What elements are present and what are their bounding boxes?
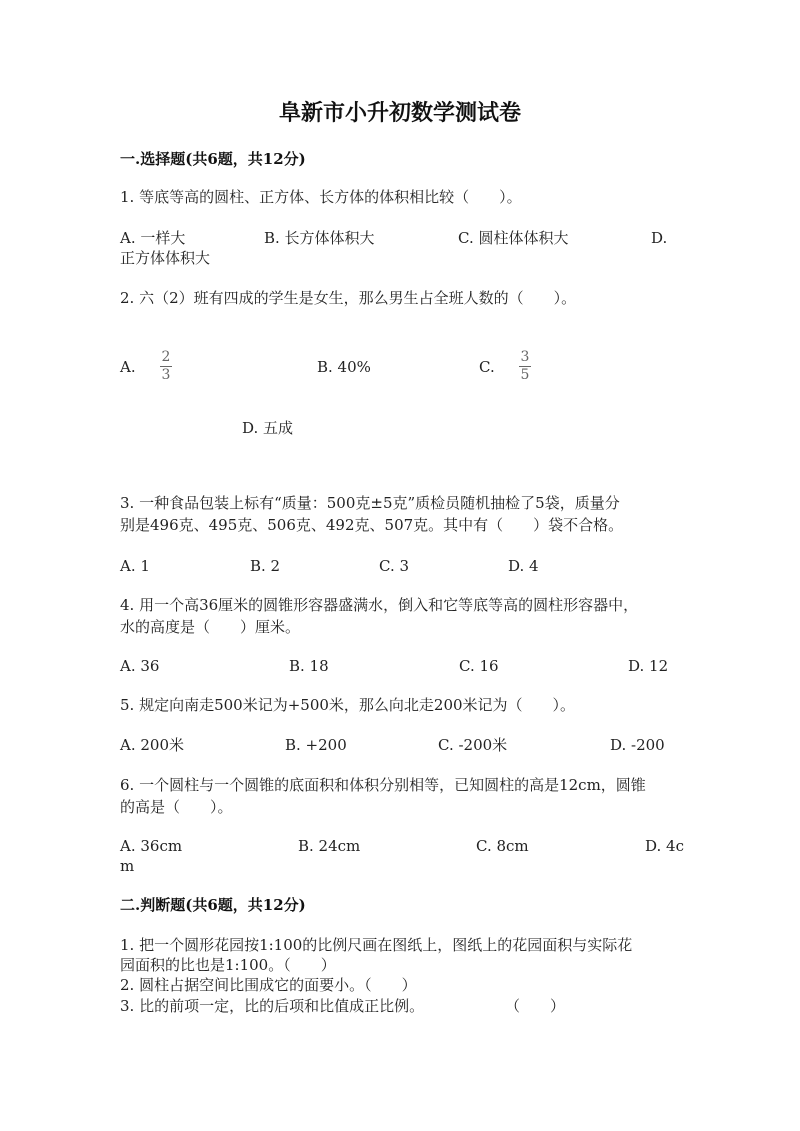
- question-5-option-d: D. -200: [610, 736, 665, 754]
- page-title: 阜新市小升初数学测试卷: [278, 100, 521, 126]
- question-6-option-c: C. 8cm: [476, 837, 529, 855]
- question-4-option-d: D. 12: [628, 657, 669, 675]
- question-1-option-d-text: 正方体体积大: [120, 249, 211, 267]
- question-3-option-a: A. 1: [120, 557, 150, 575]
- question-4-stem-line-1: 4. 用一个高36厘米的圆锥形容器盛满水，倒入和它等底等高的圆柱形容器中，: [120, 596, 639, 614]
- fraction-numerator: 2: [161, 349, 171, 365]
- question-2-stem: 2. 六（2）班有四成的学生是女生，那么男生占全班人数的（ ）。: [120, 289, 577, 307]
- question-6-option-a: A. 36cm: [120, 837, 183, 855]
- question-1-stem: 1. 等底等高的圆柱、正方体、长方体的体积相比较（ ）。: [120, 188, 522, 206]
- question-3-option-d: D. 4: [508, 557, 539, 575]
- question-4-option-a: A. 36: [120, 657, 160, 675]
- question-2-option-d: D. 五成: [242, 419, 294, 437]
- question-5-option-c: C. -200米: [438, 736, 508, 754]
- question-4-option-c: C. 16: [459, 657, 499, 675]
- question-2-option-a-fraction: [160, 350, 172, 383]
- question-4-stem-line-2: 水的高度是（ ）厘米。: [120, 618, 301, 636]
- question-1-option-d-label: D.: [651, 229, 668, 247]
- question-6-option-d-line-1: D. 4c: [645, 837, 684, 855]
- judge-question-1-line-1: 1. 把一个圆形花园按1:100的比例尺画在图纸上，图纸上的花园面积与实际花: [120, 936, 633, 954]
- judge-question-2: 2. 圆柱占据空间比围成它的面要小。（ ）: [120, 976, 417, 994]
- judge-question-3: 3. 比的前项一定，比的后项和比值成正比例。: [120, 997, 425, 1015]
- question-2-option-c-fraction: [519, 350, 531, 383]
- question-6-option-d-line-2: m: [120, 857, 135, 875]
- question-5-option-a: A. 200米: [120, 736, 184, 754]
- question-1-option-c: C. 圆柱体体积大: [458, 229, 569, 247]
- question-6-stem-line-2: 的高是（ ）。: [120, 798, 233, 816]
- question-6-option-b: B. 24cm: [298, 837, 361, 855]
- section-2-header: 二.判断题(共6题，共12分): [120, 896, 306, 914]
- judge-question-1-line-2: 园面积的比也是1:100。（ ）: [120, 956, 336, 974]
- question-3-stem-line-2: 别是496克、495克、506克、492克、507克。其中有（ ）袋不合格。: [120, 516, 624, 534]
- question-1-option-a: A. 一样大: [120, 229, 186, 247]
- question-5-option-b: B. +200: [285, 736, 347, 754]
- section-1-header: 一.选择题(共6题，共12分): [120, 150, 306, 168]
- question-3-option-b: B. 2: [250, 557, 281, 575]
- judge-question-3-answer-blank: （ ）: [505, 997, 566, 1015]
- question-2-option-a-label: A.: [120, 358, 136, 376]
- question-5-stem: 5. 规定向南走500米记为+500米，那么向北走200米记为（ ）。: [120, 696, 576, 714]
- question-6-stem-line-1: 6. 一个圆柱与一个圆锥的底面积和体积分别相等，已知圆柱的高是12cm，圆锥: [120, 776, 646, 794]
- fraction-denominator: 5: [520, 367, 530, 383]
- question-3-option-c: C. 3: [379, 557, 410, 575]
- question-4-option-b: B. 18: [289, 657, 329, 675]
- fraction-numerator: 3: [520, 349, 530, 365]
- question-1-option-b: B. 长方体体积大: [264, 229, 375, 247]
- question-2-option-b: B. 40%: [317, 358, 371, 376]
- fraction-denominator: 3: [161, 367, 171, 383]
- question-3-stem-line-1: 3. 一种食品包装上标有“质量：500克±5克”质检员随机抽检了5袋，质量分: [120, 494, 620, 512]
- question-2-option-c-label: C.: [479, 358, 495, 376]
